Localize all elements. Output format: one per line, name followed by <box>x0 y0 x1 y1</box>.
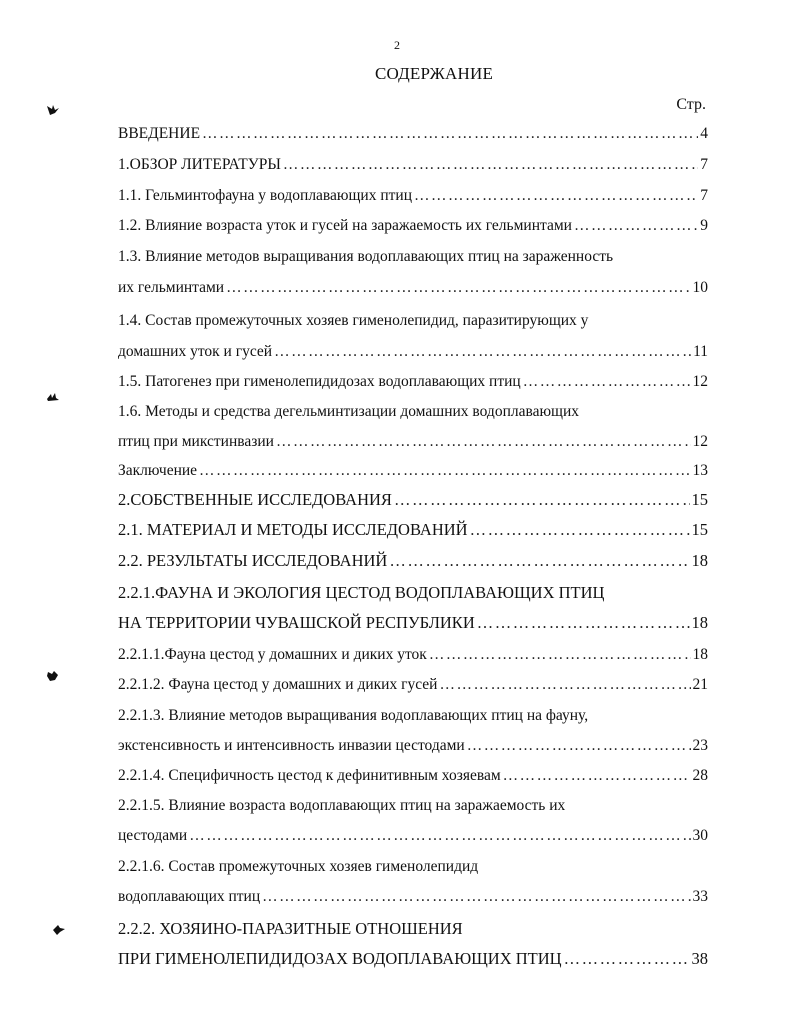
toc-entry-title: 2.2.1.ФАУНА И ЭКОЛОГИЯ ЦЕСТОД ВОДОПЛАВАЮЩИХ ПТИЦ <box>118 583 605 602</box>
toc-entry-title: НА ТЕРРИТОРИИ ЧУВАШСКОЙ РЕСПУБЛИКИ <box>118 613 475 632</box>
toc-entry-title: Заключение <box>118 462 198 479</box>
toc-entry <box>118 583 708 603</box>
toc-leader-dots <box>574 216 698 236</box>
toc-entry-title: 1.5. Патогенез при гименолепидидозах водоплавающих птиц <box>118 373 521 390</box>
toc-entry <box>118 826 708 846</box>
toc-entry <box>118 186 708 206</box>
toc-entry <box>118 124 708 144</box>
toc-entry-title: 1.3. Влияние методов выращивания водоплавающих птиц на зараженность <box>118 248 614 265</box>
toc-entry <box>118 887 708 907</box>
toc-entry-page: 33 <box>692 888 708 905</box>
toc-entry <box>118 706 708 726</box>
toc-leader-dots <box>202 124 698 144</box>
toc-entry-page: 10 <box>692 279 708 296</box>
toc-entry-page: 38 <box>691 949 708 968</box>
toc-leader-dots <box>523 372 691 392</box>
toc-entry-page: 12 <box>692 373 708 390</box>
toc-entry <box>118 520 708 540</box>
toc-leader-dots <box>262 887 690 907</box>
pages-column-label: Стр. <box>676 96 706 113</box>
toc-leader-dots <box>467 736 691 756</box>
toc-entry-page: 9 <box>700 217 708 234</box>
toc-entry <box>118 278 708 298</box>
toc-entry <box>118 736 708 756</box>
toc-entry-title: птиц при микстинвазии <box>118 433 274 450</box>
toc-leader-dots <box>283 155 698 175</box>
toc-entry-title: 2.2.2. ХОЗЯИНО-ПАРАЗИТНЫЕ ОТНОШЕНИЯ <box>118 919 463 938</box>
toc-entry-title: их гельминтами <box>118 279 225 296</box>
toc-leader-dots <box>470 520 690 540</box>
toc-entry-page: 15 <box>691 490 708 509</box>
toc-entry <box>118 155 708 175</box>
toc-leader-dots <box>274 342 691 362</box>
toc-entry-page: 7 <box>700 187 708 204</box>
toc-entry-page: 30 <box>692 827 708 844</box>
toc-entry-page: 7 <box>700 156 708 173</box>
toc-entry <box>118 461 708 481</box>
toc-entry-page: 23 <box>692 737 708 754</box>
toc-leader-dots <box>226 278 690 298</box>
page-number: 2 <box>394 38 400 52</box>
toc-entry-title: 1.2. Влияние возраста уток и гусей на заражаемость их гельминтами <box>118 217 572 234</box>
toc-entry-title: 2.1. МАТЕРИАЛ И МЕТОДЫ ИССЛЕДОВАНИЙ <box>118 520 468 539</box>
toc-entry <box>118 796 708 816</box>
toc-entry-title: ПРИ ГИМЕНОЛЕПИДИДОЗАХ ВОДОПЛАВАЮЩИХ ПТИЦ <box>118 949 562 968</box>
toc-entry-title: экстенсивность и интенсивность инвазии цестодами <box>118 737 465 754</box>
toc-entry-page: 21 <box>692 676 708 693</box>
toc-entry <box>118 216 708 236</box>
toc-entry-title: 2.2. РЕЗУЛЬТАТЫ ИССЛЕДОВАНИЙ <box>118 551 388 570</box>
toc-entry-title: цестодами <box>118 827 188 844</box>
toc-leader-dots <box>564 949 690 969</box>
toc-entry <box>118 372 708 392</box>
toc-entry-title: 2.2.1.4. Специфичность цестод к дефинитивным хозяевам <box>118 767 501 784</box>
toc-entry-title: 1.4. Состав промежуточных хозяев гименолепидид, паразитирующих у <box>118 312 589 329</box>
toc-leader-dots <box>199 461 690 481</box>
toc-leader-dots <box>394 490 690 510</box>
toc-entry-title: 2.2.1.5. Влияние возраста водоплавающих птиц на заражаемость их <box>118 797 566 814</box>
toc-entry-title: 1.1. Гельминтофауна у водоплавающих птиц <box>118 187 413 204</box>
toc-leader-dots <box>414 186 698 206</box>
toc-entry-title: 1.ОБЗОР ЛИТЕРАТУРЫ <box>118 156 281 173</box>
toc-leader-dots <box>389 551 689 571</box>
toc-entry-page: 13 <box>692 462 708 479</box>
toc-entry <box>118 675 708 695</box>
toc-entry <box>118 645 708 665</box>
toc-entry-title: 2.2.1.2. Фауна цестод у домашних и диких гусей <box>118 676 438 693</box>
toc-entry <box>118 551 708 571</box>
toc-entry <box>118 490 708 510</box>
toc-entry <box>118 919 708 939</box>
toc-entry-page: 18 <box>692 646 708 663</box>
toc-entry-title: 2.2.1.1.Фауна цестод у домашних и диких уток <box>118 646 427 663</box>
page-title: СОДЕРЖАНИЕ <box>374 64 494 83</box>
toc-entry-page: 4 <box>700 125 708 142</box>
toc-entry-title: 2.2.1.3. Влияние методов выращивания водоплавающих птиц на фауну, <box>118 707 589 724</box>
toc-entry-title: домашних уток и гусей <box>118 343 273 360</box>
toc-leader-dots <box>439 675 690 695</box>
toc-entry <box>118 613 708 633</box>
toc-entry-title: 1.6. Методы и средства дегельминтизации домашних водоплавающих <box>118 403 580 420</box>
toc-entry-page: 12 <box>692 433 708 450</box>
toc-leader-dots <box>276 432 691 452</box>
toc-leader-dots <box>503 766 691 786</box>
toc-entry <box>118 402 708 422</box>
toc-entry <box>118 857 708 877</box>
toc-entry <box>118 311 708 331</box>
toc-leader-dots <box>477 613 690 633</box>
toc-entry-page: 11 <box>693 343 708 360</box>
scan-mark-icon <box>46 104 60 116</box>
toc-entry-page: 28 <box>692 767 708 784</box>
toc-entry <box>118 949 708 969</box>
toc-entry <box>118 247 708 267</box>
toc-leader-dots <box>429 645 691 665</box>
toc-entry-page: 15 <box>691 520 708 539</box>
toc-entry-title: ВВЕДЕНИЕ <box>118 125 201 142</box>
toc-entry-title: водоплавающих птиц <box>118 888 261 905</box>
scan-mark-icon <box>46 670 60 682</box>
toc-entry <box>118 766 708 786</box>
toc-entry-title: 2.2.1.6. Состав промежуточных хозяев гименолепидид <box>118 858 479 875</box>
toc-entry <box>118 432 708 452</box>
toc-entry-page: 18 <box>691 613 708 632</box>
toc-entry-page: 18 <box>691 551 708 570</box>
scan-mark-icon <box>52 924 66 936</box>
scan-mark-icon <box>46 392 60 404</box>
toc-entry-title: 2.СОБСТВЕННЫЕ ИССЛЕДОВАНИЯ <box>118 490 392 509</box>
toc-leader-dots <box>189 826 690 846</box>
toc-entry <box>118 342 708 362</box>
